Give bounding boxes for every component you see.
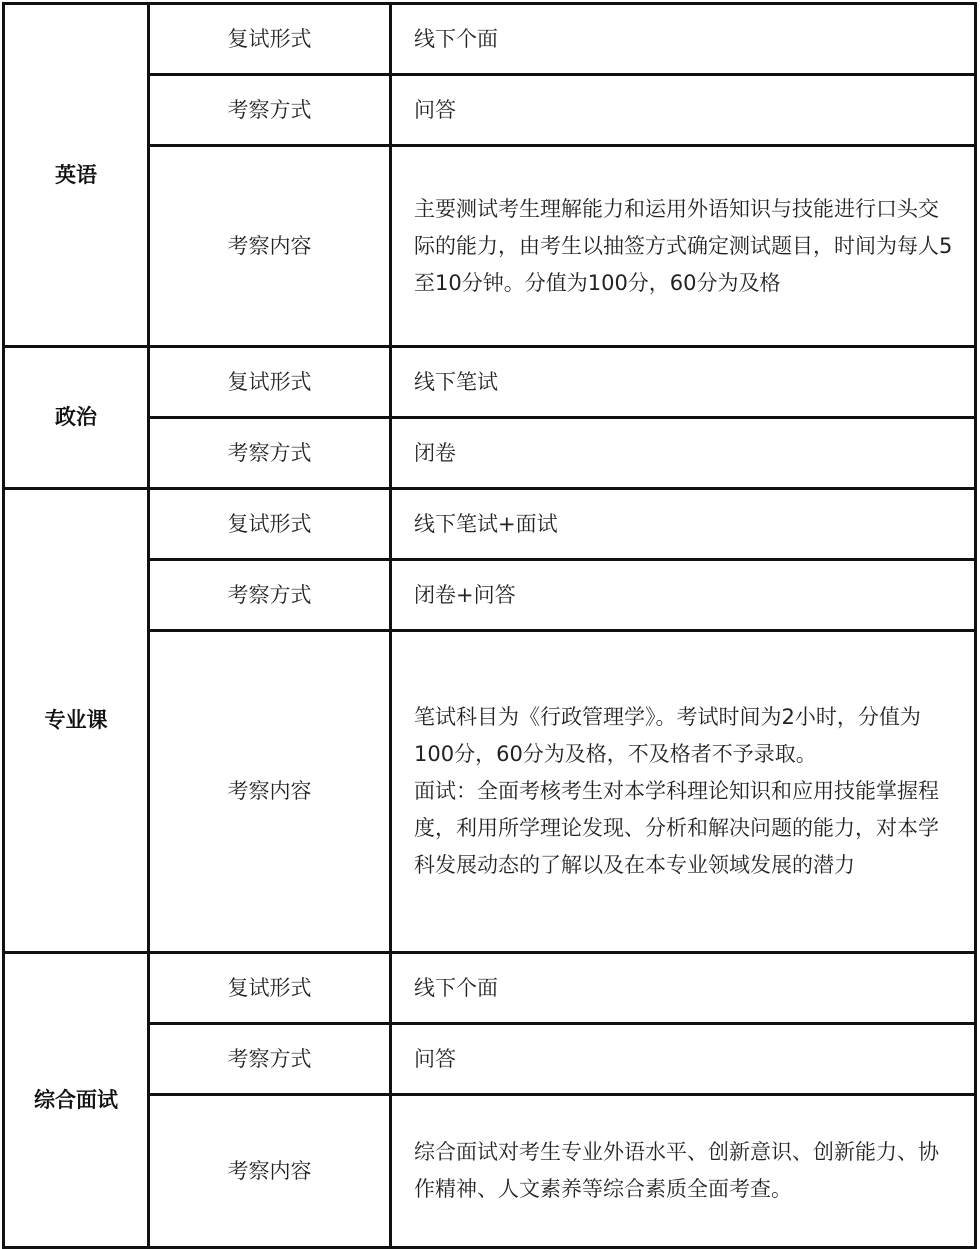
detail-cell xyxy=(391,560,976,631)
detail-text: 问答 xyxy=(414,97,456,122)
detail-cell xyxy=(391,4,976,75)
item-cell: 复试形式 xyxy=(149,953,391,1024)
subject-cell-interview: 综合面试 xyxy=(4,953,149,1248)
detail-text: 主要测试考生理解能力和运用外语知识与技能进行口头交际的能力，由考生以抽签方式确定测试题目，时间为每人5至10分钟。分值为100分，60分为及格 xyxy=(414,196,953,295)
table-row xyxy=(4,1095,976,1248)
table-row xyxy=(4,953,976,1024)
detail-cell xyxy=(391,1024,976,1095)
table-row xyxy=(4,146,976,347)
subject-cell-politics: 政治 xyxy=(4,347,149,489)
item-cell: 考察方式 xyxy=(149,560,391,631)
detail-text: 综合面试对考生专业外语水平、创新意识、创新能力、协作精神、人文素养等综合素质全面考查。 xyxy=(414,1140,939,1201)
table-row xyxy=(4,75,976,146)
detail-cell xyxy=(391,953,976,1024)
table-row xyxy=(4,418,976,489)
detail-text: 线下个面 xyxy=(414,975,498,1000)
detail-cell xyxy=(391,75,976,146)
table-row xyxy=(4,4,976,75)
detail-cell xyxy=(391,631,976,953)
table-row xyxy=(4,1024,976,1095)
item-cell: 考察内容 xyxy=(149,146,391,347)
detail-text: 线下笔试 xyxy=(414,369,498,394)
table-row xyxy=(4,631,976,953)
item-cell: 考察内容 xyxy=(149,1095,391,1248)
retest-requirements-table xyxy=(2,2,977,1249)
detail-cell xyxy=(391,418,976,489)
table-row xyxy=(4,489,976,560)
table-row xyxy=(4,347,976,418)
detail-cell xyxy=(391,489,976,560)
item-cell: 复试形式 xyxy=(149,4,391,75)
subject-cell-english: 英语 xyxy=(4,4,149,347)
detail-text: 闭卷+问答 xyxy=(414,582,516,607)
detail-cell xyxy=(391,146,976,347)
item-cell: 考察方式 xyxy=(149,75,391,146)
detail-cell xyxy=(391,347,976,418)
detail-text: 线下个面 xyxy=(414,26,498,51)
detail-text: 闭卷 xyxy=(414,440,456,465)
detail-text: 线下笔试+面试 xyxy=(414,511,558,536)
item-cell: 复试形式 xyxy=(149,489,391,560)
detail-text-written: 笔试科目为《行政管理学》。考试时间为2小时，分值为100分，60分为及格，不及格者不予录取。 xyxy=(414,705,921,766)
detail-text: 问答 xyxy=(414,1046,456,1071)
item-cell: 考察方式 xyxy=(149,418,391,489)
subject-cell-major: 专业课 xyxy=(4,489,149,953)
item-cell: 考察内容 xyxy=(149,631,391,953)
table-row xyxy=(4,560,976,631)
detail-cell xyxy=(391,1095,976,1248)
item-cell: 考察方式 xyxy=(149,1024,391,1095)
item-cell: 复试形式 xyxy=(149,347,391,418)
detail-text-interview: 面试：全面考核考生对本学科理论知识和应用技能掌握程度，利用所学理论发现、分析和解决问题的能力，对本学科发展动态的了解以及在本专业领域发展的潜力 xyxy=(414,779,939,877)
